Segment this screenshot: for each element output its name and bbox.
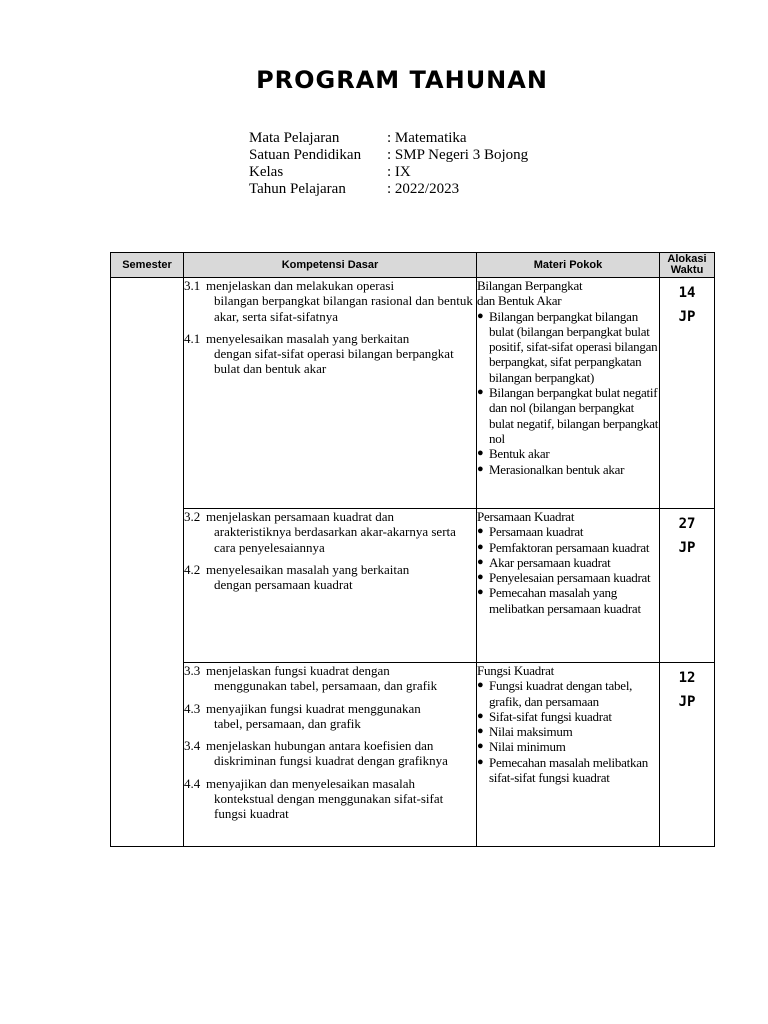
kd-text-continuation: diskriminan fungsi kuadrat dengan grafiknya bbox=[214, 753, 448, 769]
list-item bbox=[477, 755, 659, 786]
bullet-icon: ● bbox=[477, 540, 484, 553]
list-item bbox=[477, 309, 659, 385]
table-header-row bbox=[111, 253, 715, 278]
header-alokasi-line2: Waktu bbox=[670, 264, 704, 276]
list-item bbox=[477, 446, 659, 461]
kd-number: 3.3 bbox=[184, 663, 201, 678]
bullet-icon: ● bbox=[477, 586, 484, 599]
kd-text-continuation: menggunakan tabel, persamaan, dan grafik bbox=[214, 678, 438, 694]
bullet-icon: ● bbox=[477, 555, 484, 568]
kd-text-first-line: menjelaskan fungsi kuadrat dengan bbox=[206, 663, 390, 678]
materi-item-text: Fungsi kuadrat dengan tabel, grafik, dan persamaan bbox=[489, 678, 633, 709]
list-item bbox=[477, 585, 659, 616]
kd-number: 3.4 bbox=[184, 738, 201, 754]
kompetensi-dasar-cell bbox=[184, 663, 477, 847]
bullet-icon: ● bbox=[477, 755, 484, 768]
kd-text bbox=[206, 738, 476, 769]
list-item bbox=[477, 678, 659, 709]
materi-item-text: Sifat-sifat fungsi kuadrat bbox=[489, 708, 612, 724]
alokasi-waktu-cell bbox=[660, 663, 715, 847]
kompetensi-dasar-cell bbox=[184, 509, 477, 663]
materi-list bbox=[477, 678, 659, 785]
program-table bbox=[110, 252, 715, 847]
materi-title: Bilangan Berpangkat dan Bentuk Akar bbox=[477, 278, 583, 309]
kd-text-first-line: menyelesaikan masalah yang berkaitan bbox=[206, 561, 410, 577]
materi-pokok-cell bbox=[477, 278, 660, 509]
bullet-icon: ● bbox=[477, 309, 484, 322]
kd-text-continuation: tabel, persamaan, dan grafik bbox=[214, 715, 361, 731]
table-row bbox=[111, 663, 715, 847]
list-item bbox=[477, 385, 659, 446]
info-value: : SMP Negeri 3 Bojong bbox=[387, 147, 529, 163]
kd-text-continuation: arakteristiknya berdasarkan akar-akarnya serta cara penyelesaiannya bbox=[214, 524, 456, 555]
info-value: : IX bbox=[387, 164, 411, 180]
materi-item-text: Bilangan berpangkat bilangan bulat (bilangan berpangkat bulat positif, sifat-sifat operasi bilangan berpangkat, sifat perpangkatan bilangan berpangkat) bbox=[489, 308, 658, 385]
materi-title: Persamaan Kuadrat bbox=[477, 509, 575, 524]
kd-text-first-line: menjelaskan hubungan antara koefisien dan bbox=[206, 738, 434, 754]
list-item bbox=[477, 540, 659, 555]
bullet-icon: ● bbox=[477, 679, 484, 692]
header-materi-pokok: Materi Pokok bbox=[477, 253, 660, 278]
kd-text bbox=[206, 775, 476, 822]
page-title: PROGRAM TAHUNAN bbox=[256, 66, 548, 94]
list-item bbox=[477, 724, 659, 739]
kd-text bbox=[206, 278, 476, 324]
materi-title: Fungsi Kuadrat bbox=[477, 663, 555, 678]
kd-item bbox=[184, 701, 476, 732]
semester-cell bbox=[111, 278, 184, 847]
materi-item-text: Nilai minimum bbox=[489, 739, 566, 755]
kd-item bbox=[184, 278, 476, 324]
table-row bbox=[111, 278, 715, 509]
kd-number: 4.3 bbox=[184, 700, 201, 716]
materi-pokok-cell bbox=[477, 509, 660, 663]
kd-number: 3.1 bbox=[184, 278, 201, 293]
materi-item-text: Pemecahan masalah yang melibatkan persamaan kuadrat bbox=[489, 585, 641, 616]
kd-text-continuation: kontekstual dengan menggunakan sifat-sifat fungsi kuadrat bbox=[214, 791, 444, 822]
header-alokasi-waktu bbox=[660, 253, 715, 278]
info-row-kelas bbox=[249, 164, 528, 181]
materi-item-text: Persamaan kuadrat bbox=[489, 524, 584, 540]
info-value: : Matematika bbox=[387, 130, 467, 146]
bullet-icon: ● bbox=[477, 386, 484, 399]
kd-number: 4.4 bbox=[184, 775, 201, 791]
alokasi-waktu-cell bbox=[660, 509, 715, 663]
info-row-satuan-pendidikan bbox=[249, 147, 528, 164]
header-semester: Semester bbox=[111, 253, 184, 278]
alokasi-number: 12 bbox=[678, 670, 696, 686]
bullet-icon: ● bbox=[477, 447, 484, 460]
kd-number: 3.2 bbox=[184, 509, 201, 524]
materi-item-text: Akar persamaan kuadrat bbox=[489, 554, 611, 570]
kd-text bbox=[206, 663, 476, 694]
info-label: Tahun Pelajaran bbox=[249, 181, 346, 197]
alokasi-unit: JP bbox=[678, 309, 696, 325]
materi-item-text: Pemfaktoran persamaan kuadrat bbox=[489, 539, 650, 555]
list-item bbox=[477, 524, 659, 539]
alokasi-number: 27 bbox=[678, 516, 696, 532]
kd-text bbox=[206, 509, 476, 555]
bullet-icon: ● bbox=[477, 525, 484, 538]
kd-item bbox=[184, 776, 476, 822]
kd-text-continuation: bilangan berpangkat bilangan rasional dan bentuk akar, serta sifat-sifatnya bbox=[214, 293, 473, 324]
table-row bbox=[111, 509, 715, 663]
kd-text-first-line: menjelaskan persamaan kuadrat dan bbox=[206, 509, 395, 524]
kd-text-continuation: dengan sifat-sifat operasi bilangan berpangkat bulat dan bentuk akar bbox=[214, 346, 454, 377]
kd-text-first-line: menyajikan fungsi kuadrat menggunakan bbox=[206, 700, 421, 716]
info-label: Satuan Pendidikan bbox=[249, 147, 362, 163]
list-item bbox=[477, 570, 659, 585]
kd-text-first-line: menyajikan dan menyelesaikan masalah bbox=[206, 775, 416, 791]
list-item bbox=[477, 739, 659, 754]
kd-text-first-line: menyelesaikan masalah yang berkaitan bbox=[206, 330, 410, 346]
list-item bbox=[477, 462, 659, 477]
kd-text bbox=[206, 330, 476, 377]
materi-pokok-cell bbox=[477, 663, 660, 847]
header-kompetensi-dasar: Kompetensi Dasar bbox=[184, 253, 477, 278]
kd-item bbox=[184, 663, 476, 694]
info-value: : 2022/2023 bbox=[387, 181, 460, 197]
materi-item-text: Merasionalkan bentuk akar bbox=[489, 461, 625, 477]
materi-item-text: Bilangan berpangkat bulat negatif dan nol (bilangan berpangkat bulat negatif, bilangan berpangkat nol bbox=[489, 385, 659, 446]
kd-item bbox=[184, 509, 476, 555]
bullet-icon: ● bbox=[477, 571, 484, 584]
bullet-icon: ● bbox=[477, 740, 484, 753]
info-label: Kelas bbox=[249, 164, 284, 180]
list-item bbox=[477, 709, 659, 724]
list-item bbox=[477, 555, 659, 570]
kd-number: 4.2 bbox=[184, 561, 201, 577]
alokasi-waktu-cell bbox=[660, 278, 715, 509]
materi-list bbox=[477, 309, 659, 477]
materi-item-text: Penyelesaian persamaan kuadrat bbox=[489, 570, 651, 586]
alokasi-unit: JP bbox=[678, 694, 696, 710]
bullet-icon: ● bbox=[477, 725, 484, 738]
materi-item-text: Nilai maksimum bbox=[489, 724, 573, 740]
kd-item bbox=[184, 738, 476, 769]
kd-text-continuation: dengan persamaan kuadrat bbox=[214, 577, 353, 593]
kompetensi-dasar-cell bbox=[184, 278, 477, 509]
document-info bbox=[249, 130, 528, 198]
kd-number: 4.1 bbox=[184, 330, 201, 346]
alokasi-unit: JP bbox=[678, 540, 696, 556]
materi-item-text: Bentuk akar bbox=[489, 446, 550, 462]
info-label: Mata Pelajaran bbox=[249, 130, 340, 146]
bullet-icon: ● bbox=[477, 709, 484, 722]
kd-item bbox=[184, 562, 476, 593]
header-alokasi-line1: Alokasi bbox=[667, 253, 707, 265]
kd-text bbox=[206, 561, 476, 593]
info-row-tahun-pelajaran bbox=[249, 181, 528, 198]
kd-text bbox=[206, 700, 476, 732]
bullet-icon: ● bbox=[477, 462, 484, 475]
materi-item-text: Pemecahan masalah melibatkan sifat-sifat fungsi kuadrat bbox=[489, 754, 649, 786]
kd-text-first-line: menjelaskan dan melakukan operasi bbox=[206, 278, 395, 293]
alokasi-number: 14 bbox=[678, 285, 696, 301]
info-row-mata-pelajaran bbox=[249, 130, 528, 147]
materi-list bbox=[477, 524, 659, 616]
kd-item bbox=[184, 331, 476, 377]
